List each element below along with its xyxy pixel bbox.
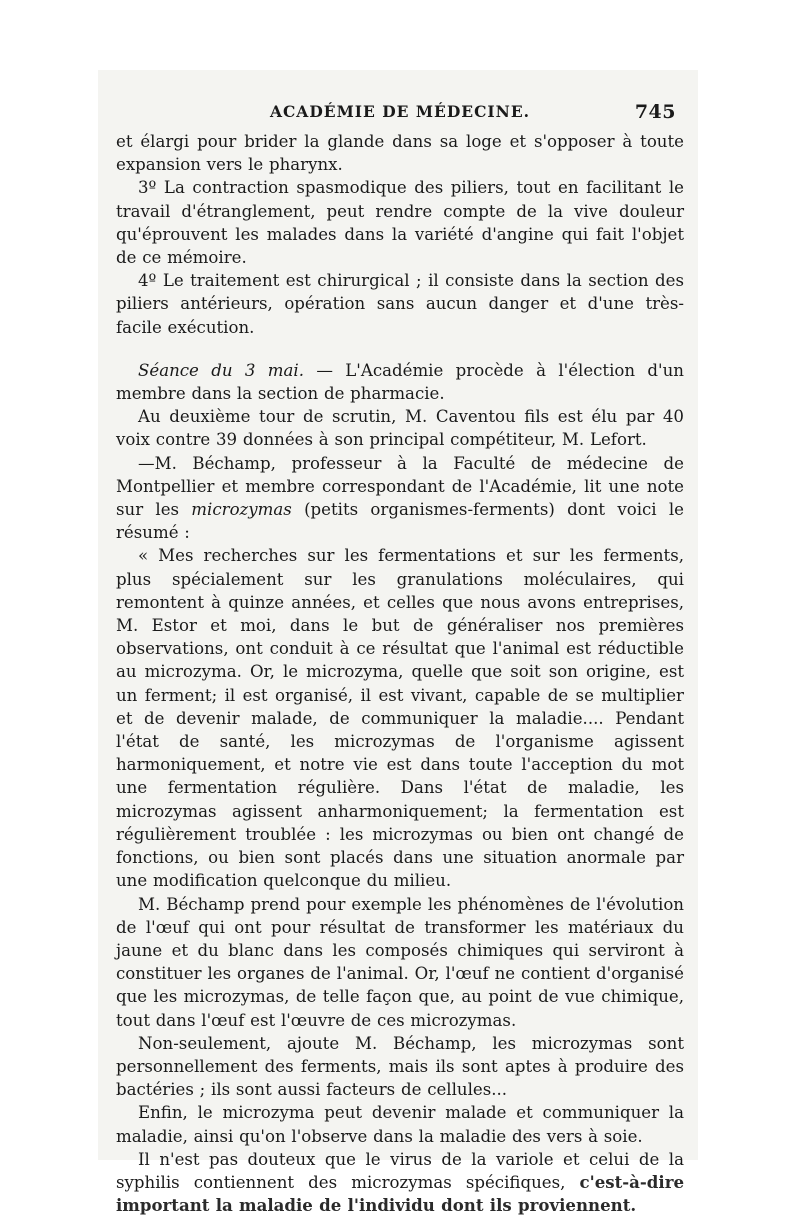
paragraph: 4º Le traitement est chirurgical ; il consiste dans la section des piliers antérieurs, opération sans aucun danger et d'une très-facile exécution. [116,271,684,337]
text-run: Il n'est pas douteux que le virus de la variole et celui de la syphilis contiennent des microzymas spécifiques, [116,1149,684,1192]
text-run-bold: c'est-à-dire important la maladie de l'individu dont ils proviennent. [116,1171,684,1216]
paragraph-bechamp [116,452,684,545]
paragraph: M. Béchamp prend pour exemple les phénomènes de l'évolution de l'œuf qui ont pour résultat de transformer les matériaux du jaune et du blanc dans les composés chimiques qui serviront à constituer les organes de l'animal. Or, l'œuf ne contient d'organisé que les microzymas, de telle façon que, au point de vue chimique, tout dans l'œuf est l'œuvre de ces microzymas. [116,894,684,1030]
body-text [116,130,684,1217]
paragraph-quote: « Mes recherches sur les fermentations et sur les ferments, plus spécialement sur les granulations moléculaires, qui remontent à quinze années, et celles que nous avons entreprises, M. Estor et moi, dans le but de généraliser nos premières observations, ont conduit à ce résultat que l'animal est réductible au microzyma. Or, le microzyma, quelle que soit son origine, est un ferment; il est organisé, il est vivant, capable de se multiplier et de devenir malade, de communiquer la maladie.... Pendant l'état de santé, les microzymas de l'organisme agissent harmoniquement, et notre vie est dans toute l'acception du mot une fermentation régulière. Dans l'état de maladie, les microzymas agissent anharmoniquement; la fermentation est régulièrement troublée : les microzymas ou bien ont changé de fonctions, ou bien sont placés dans une situation anormale par une modification quelconque du milieu. [116,546,684,891]
text-run: (petits organismes-ferments) dont voici le résumé : [116,500,684,543]
page-number: 745 [634,101,676,123]
running-title: ACADÉMIE DE MÉDECINE. [269,102,531,121]
paragraph: 3º La contraction spasmodique des piliers, tout en facilitant le travail d'étranglement, peut rendre compte de la vive douleur qu'éprouvent les malades dans la variété d'angine qui fait l'objet de ce mémoire. [116,178,684,268]
session-date: Séance du 3 mai. [138,360,304,380]
italic-term: microzymas [191,500,292,520]
session-text: — L'Académie procède à l'élection d'un membre dans la section de pharmacie. [116,360,684,404]
paragraph: Au deuxième tour de scrutin, M. Caventou fils est élu par 40 voix contre 39 données à son principal compétiteur, M. Lefort. [116,407,684,450]
paragraph: et élargi pour brider la glande dans sa loge et s'opposer à toute expansion vers le pharynx. [116,132,684,175]
text-run: —M. Béchamp, professeur à la Faculté de médecine de Montpellier et membre correspondant de l'Académie, lit une note sur les [116,453,684,520]
running-header [116,98,684,126]
paragraph: Non-seulement, ajoute M. Béchamp, les microzymas sont personnellement des ferments, mais ils sont aptes à produire des bactéries ; ils sont aussi facteurs de cellules... [116,1033,684,1100]
paragraph-seance [116,359,684,405]
paragraph: Enfin, le microzyma peut devenir malade et communiquer la maladie, ainsi qu'on l'observe dans la maladie des vers à soie. [116,1103,684,1146]
book-page [98,70,698,1216]
paragraph-final [116,1148,684,1217]
